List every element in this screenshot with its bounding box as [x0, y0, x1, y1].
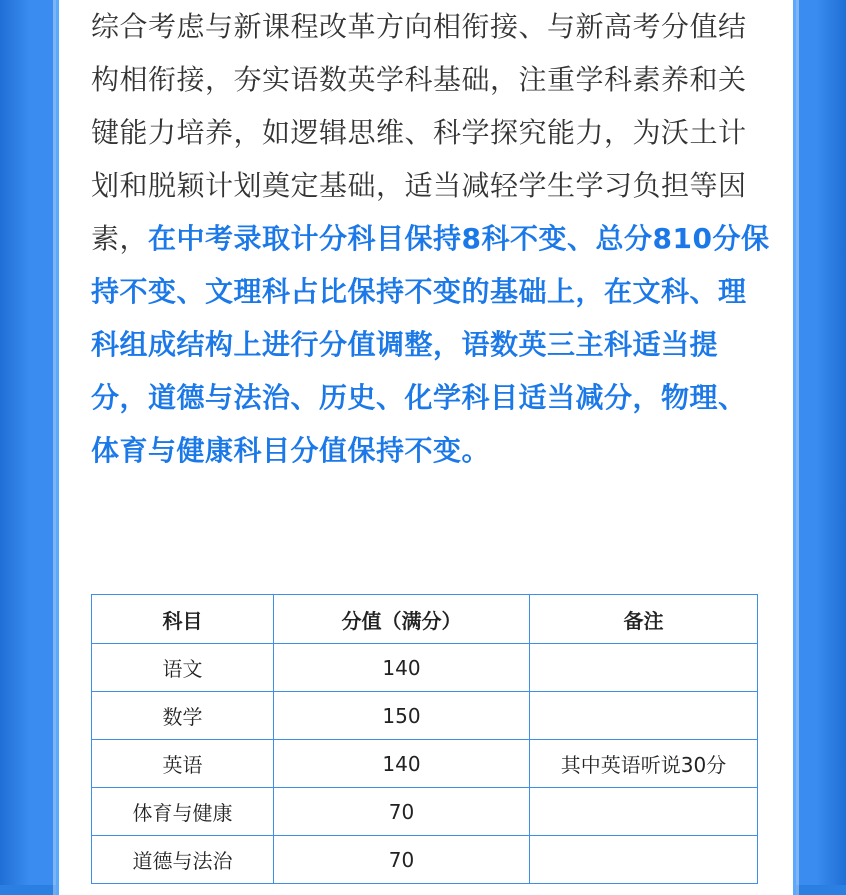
cell-subject: 数学 [92, 692, 274, 740]
score-table [91, 594, 758, 884]
cell-score: 140 [274, 740, 530, 788]
article-paragraph [91, 0, 771, 477]
header-score: 分值（满分） [274, 595, 530, 644]
cell-score: 140 [274, 644, 530, 692]
cell-score: 70 [274, 836, 530, 884]
header-note: 备注 [530, 595, 758, 644]
cell-subject: 语文 [92, 644, 274, 692]
paragraph-highlight-text: 在中考录取计分科目保持8科不变、总分810分保持不变、文理科占比保持不变的基础上，在文科、理科组成结构上进行分值调整，语数英三主科适当提分，道德与法治、历史、化学科目适当减分，物理、体育与健康科目分值保持不变。 [91, 222, 770, 467]
content-card [56, 0, 796, 895]
table-row [92, 788, 758, 836]
paragraph-normal-text: 综合考虑与新课程改革方向相衔接、与新高考分值结构相衔接，夯实语数英学科基础，注重学科素养和关键能力培养，如逻辑思维、科学探究能力，为沃土计划和脱颖计划奠定基础，适当减轻学生学习负担等因素， [91, 10, 747, 255]
table-header-row [92, 595, 758, 644]
cell-note [530, 788, 758, 836]
table-row [92, 740, 758, 788]
cell-note [530, 692, 758, 740]
cell-score: 150 [274, 692, 530, 740]
cell-note [530, 836, 758, 884]
cell-subject: 道德与法治 [92, 836, 274, 884]
cell-subject: 体育与健康 [92, 788, 274, 836]
header-subject: 科目 [92, 595, 274, 644]
table-row [92, 836, 758, 884]
cell-score: 70 [274, 788, 530, 836]
cell-note [530, 644, 758, 692]
cell-note: 其中英语听说30分 [530, 740, 758, 788]
cell-subject: 英语 [92, 740, 274, 788]
table-row [92, 644, 758, 692]
table-row [92, 692, 758, 740]
